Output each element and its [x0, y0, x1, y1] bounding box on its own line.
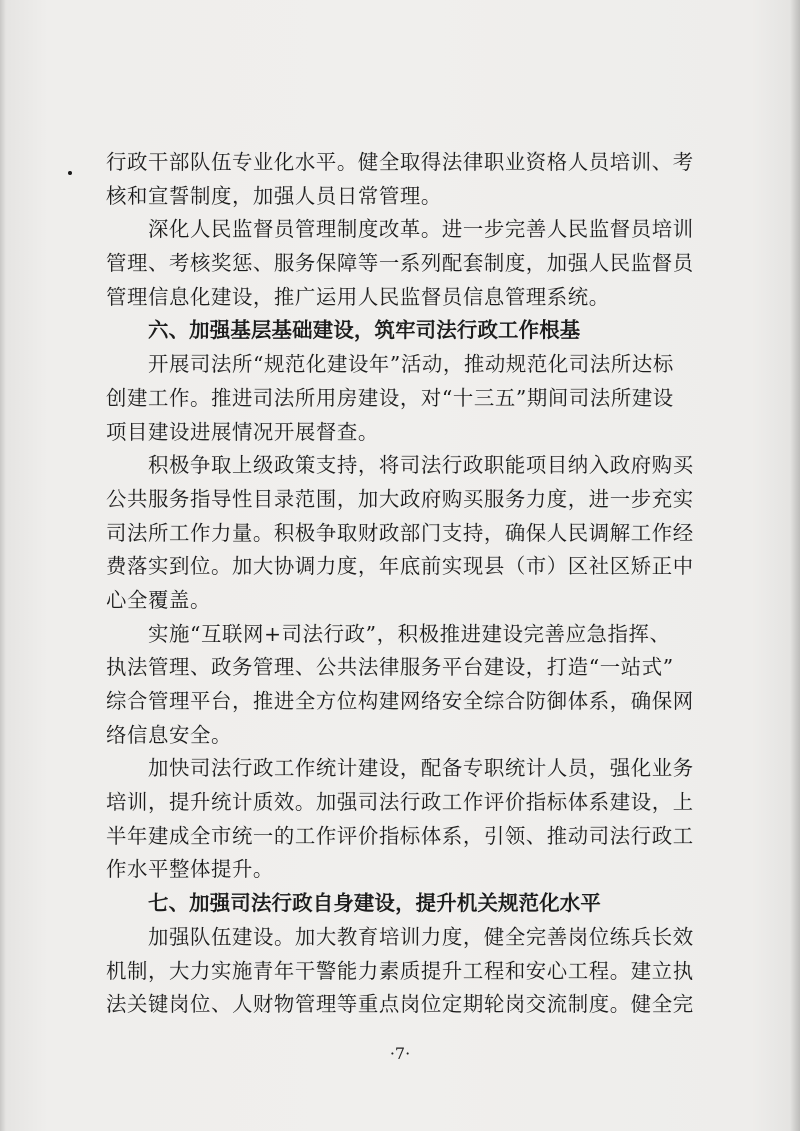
- margin-dot: [68, 171, 72, 175]
- paragraph-start: 实施“互联网+司法行政”，积极推进建设完善应急指挥、: [148, 621, 671, 646]
- text-line: 综合管理平台，推进全方位构建网络安全综合防御体系，确保网: [106, 689, 694, 713]
- text-line: 心全覆盖。: [106, 587, 211, 612]
- paragraph-start: 加快司法行政工作统计建设，配备专职统计人员，强化业务: [148, 756, 694, 781]
- text-line: 法关键岗位、人财物管理等重点岗位定期轮岗交流制度。健全完: [106, 992, 694, 1017]
- text-line: 管理、考核奖惩、服务保障等一系列配套制度，加强人民监督员: [106, 251, 694, 276]
- paragraph-start: 开展司法所“规范化建设年”活动，推动规范化司法所达标: [148, 352, 674, 377]
- section-heading-7: 七、加强司法行政自身建设，提升机关规范化水平: [148, 891, 601, 916]
- text-line: 执法管理、政务管理、公共法律服务平台建设，打造“一站式”: [106, 655, 674, 680]
- text-line: 核和宣誓制度，加强人员日常管理。: [106, 183, 442, 208]
- body-text: [106, 146, 704, 1022]
- text-line: 管理信息化建设，推广运用人民监督员信息管理系统。: [106, 284, 610, 309]
- text-line: 公共服务指导性目录范围，加大政府购买服务力度，进一步充实: [106, 486, 694, 511]
- page-right-edge-shadow: [790, 0, 800, 1131]
- text-line: 半年建成全市统一的工作评价指标体系，引领、推动司法行政工: [106, 823, 694, 848]
- text-line: 项目建设进展情况开展督查。: [106, 419, 379, 444]
- text-line: 机制，大力实施青年干警能力素质提升工程和安心工程。建立执: [106, 958, 694, 983]
- text-line: 作水平整体提升。: [106, 857, 274, 882]
- paragraph-start: 加强队伍建设。加大教育培训力度，健全完善岗位练兵长效: [148, 924, 694, 949]
- text-line: 行政干部队伍专业化水平。健全取得法律职业资格人员培训、考: [106, 150, 694, 174]
- paragraph-start: 深化人民监督员管理制度改革。进一步完善人民监督员培训: [148, 217, 694, 242]
- page-left-edge-shadow: [0, 0, 6, 1131]
- text-line: 络信息安全。: [106, 722, 232, 747]
- paragraph-start: 积极争取上级政策支持，将司法行政职能项目纳入政府购买: [148, 453, 694, 478]
- text-line: 费落实到位。加大协调力度，年底前实现县（市）区社区矫正中: [106, 554, 694, 579]
- text-line: 司法所工作力量。积极争取财政部门支持，确保人民调解工作经: [106, 520, 694, 545]
- text-line: 培训，提升统计质效。加强司法行政工作评价指标体系建设，上: [106, 790, 694, 815]
- text-line: 创建工作。推进司法所用房建设，对“十三五”期间司法所建设: [106, 385, 674, 410]
- section-heading-6: 六、加强基层基础建设，筑牢司法行政工作根基: [148, 318, 581, 343]
- page-number: ·7·: [389, 1044, 411, 1063]
